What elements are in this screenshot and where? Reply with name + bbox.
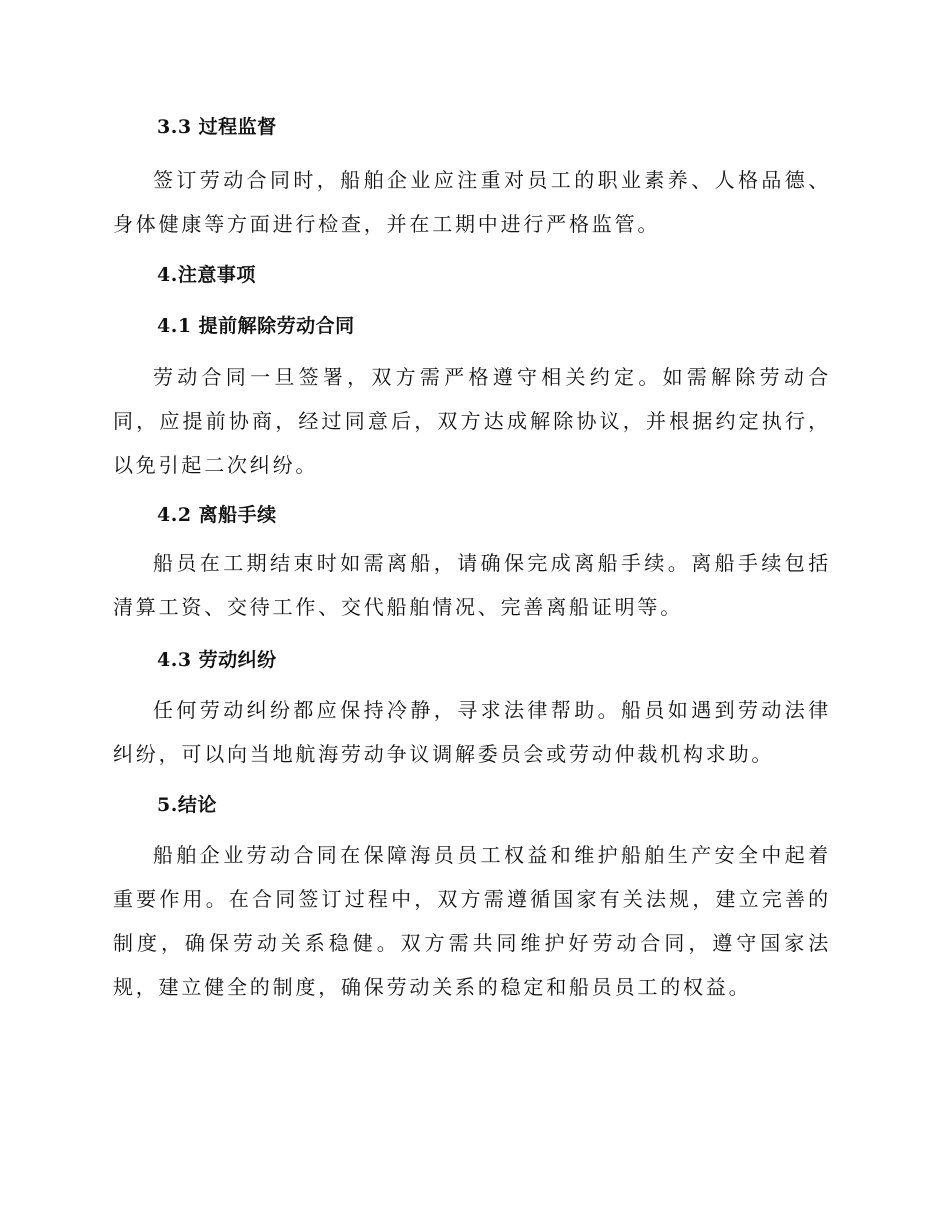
section-paragraph-4-2: 船员在工期结束时如需离船，请确保完成离船手续。离船手续包括清算工资、交待工作、交代船舶情况、完善离船证明等。: [113, 551, 831, 619]
section-paragraph-5: 船舶企业劳动合同在保障海员员工权益和维护船舶生产安全中起着重要作用。在合同签订过程中，双方需遵循国家有关法规，建立完善的制度，确保劳动关系稳健。双方需共同维护好劳动合同，遵守国家法规，建立健全的制度，确保劳动关系的稳定和船员员工的权益。: [113, 843, 831, 999]
section-heading-4: 4.注意事项: [157, 264, 256, 286]
section-paragraph-3-3: 签订劳动合同时，船舶企业应注重对员工的职业素养、人格品德、身体健康等方面进行检查，并在工期中进行严格监管。: [113, 168, 831, 236]
section-heading-4-2: 4.2 离船手续: [157, 504, 277, 526]
section-heading-4-1: 4.1 提前解除劳动合同: [157, 315, 355, 337]
section-heading-5: 5.结论: [157, 794, 217, 816]
section-paragraph-4-3: 任何劳动纠纷都应保持冷静，寻求法律帮助。船员如遇到劳动法律纠纷，可以向当地航海劳动争议调解委员会或劳动仲裁机构求助。: [113, 698, 831, 766]
section-heading-4-3: 4.3 劳动纠纷: [157, 649, 277, 671]
section-paragraph-4-1: 劳动合同一旦签署，双方需严格遵守相关约定。如需解除劳动合同，应提前协商，经过同意后，双方达成解除协议，并根据约定执行，以免引起二次纠纷。: [113, 365, 831, 477]
section-heading-3-3: 3.3 过程监督: [157, 116, 277, 138]
